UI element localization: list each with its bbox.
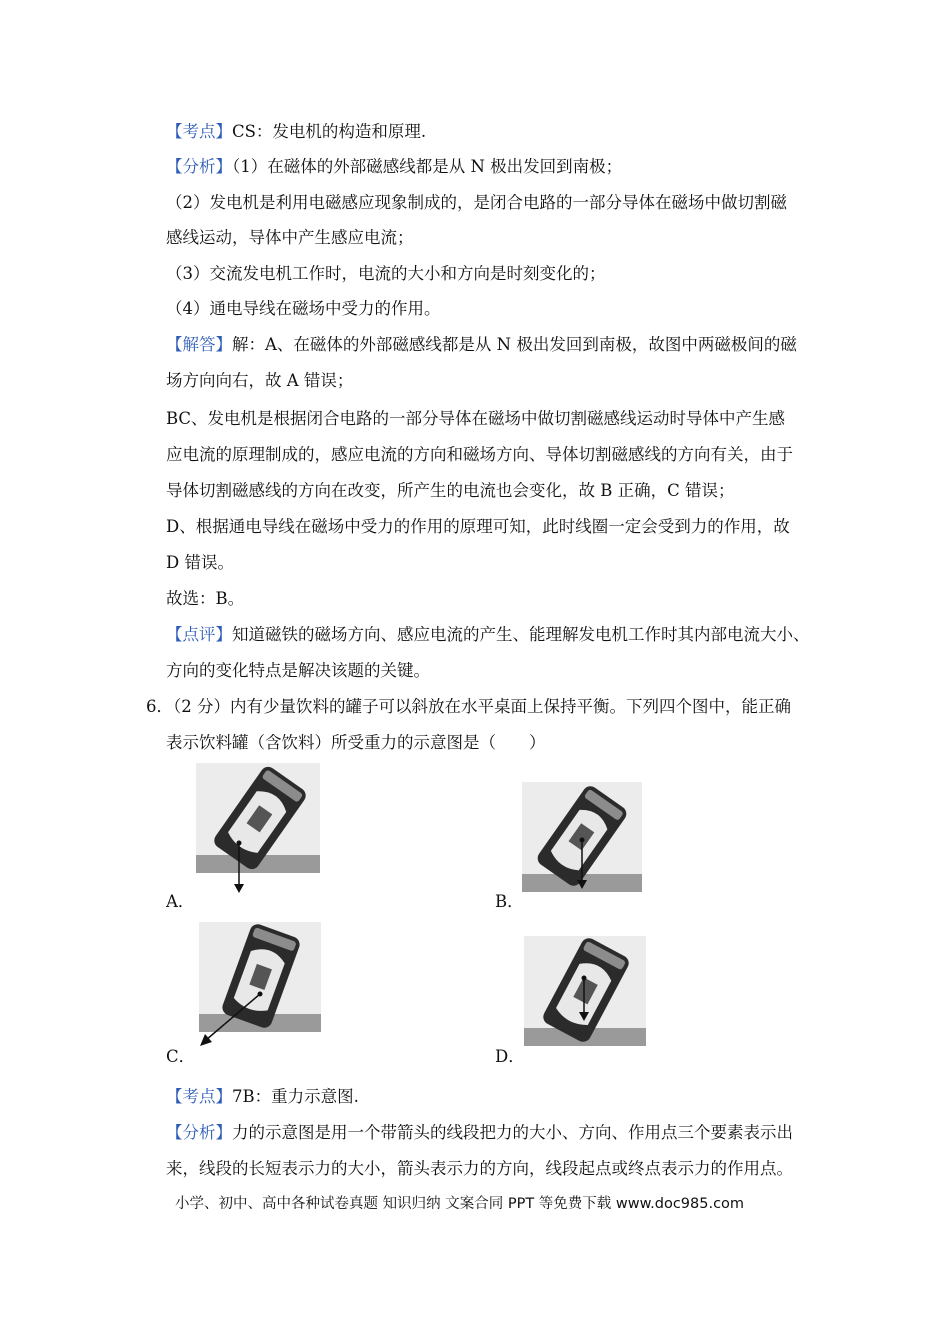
can-b-drawing xyxy=(522,782,642,892)
option-a-can-image xyxy=(196,763,320,873)
fenxi2-text: 力的示意图是用一个带箭头的线段把力的大小、方向、作用点三个要素表示出 xyxy=(232,1123,793,1142)
fenxi-tag: 【分析】 xyxy=(166,157,232,176)
option-d-label: D． xyxy=(495,1047,525,1066)
can-a-drawing xyxy=(196,763,320,873)
jieda-line-4: 应电流的原理制成的，感应电流的方向和磁场方向、导体切割磁感线的方向有关，由于 xyxy=(166,445,793,464)
question-6-line-1 xyxy=(146,693,791,717)
kaodian-tag-2: 【考点】 xyxy=(166,1087,232,1106)
kaodian-line-1 xyxy=(166,118,426,142)
kaodian-text: CS：发电机的构造和原理. xyxy=(232,122,427,141)
dianping-tag: 【点评】 xyxy=(166,625,232,644)
jieda-line-1 xyxy=(166,331,797,355)
option-a-label: A． xyxy=(166,892,195,911)
question-6-line-2: 表示饮料罐（含饮料）所受重力的示意图是（ ） xyxy=(166,733,546,752)
fenxi2-line-2: 来，线段的长短表示力的大小，箭头表示力的方向，线段起点或终点表示力的作用点。 xyxy=(166,1159,793,1178)
option-c-label: C． xyxy=(166,1047,196,1066)
jieda-tag: 【解答】 xyxy=(166,335,232,354)
jieda-line-8: 故选：B。 xyxy=(166,589,245,608)
kaodian-tag: 【考点】 xyxy=(166,122,232,141)
kaodian-text-2: 7B：重力示意图. xyxy=(232,1087,359,1106)
fenxi-line-3: 感线运动，导体中产生感应电流； xyxy=(166,228,414,247)
fenxi2-line-1 xyxy=(166,1119,793,1143)
can-d-drawing xyxy=(524,936,646,1046)
jieda-line-2: 场方向向右，故 A 错误； xyxy=(166,371,354,390)
kaodian-line-2 xyxy=(166,1083,359,1107)
jieda-line-6: D、根据通电导线在磁场中受力的作用的原理可知，此时线圈一定会受到力的作用，故 xyxy=(166,517,790,536)
jieda-line-5: 导体切割磁感线的方向在改变，所产生的电流也会变化，故 B 正确，C 错误； xyxy=(166,481,735,500)
gravity-arrow-a xyxy=(232,840,246,894)
fenxi-line-4: （3）交流发电机工作时，电流的大小和方向是时刻变化的； xyxy=(166,264,606,283)
question-number: 6． xyxy=(146,697,173,716)
dianping-line-1 xyxy=(166,621,810,645)
gravity-arrow-c xyxy=(196,990,266,1050)
footer-text: 小学、初中、高中各种试卷真题 知识归纳 文案合同 PPT 等免费下载 www.doc985.com xyxy=(175,1196,745,1212)
option-b-can-image xyxy=(522,782,642,892)
fenxi-line-1 xyxy=(166,153,622,177)
jieda-line-3: BC、发电机是根据闭合电路的一部分导体在磁场中做切割磁感线运动时导体中产生感 xyxy=(166,409,786,428)
question-text: （2 分）内有少量饮料的罐子可以斜放在水平桌面上保持平衡。下列四个图中，能正确 xyxy=(173,697,791,716)
jieda-line-7: D 错误。 xyxy=(166,553,234,572)
fenxi-text: （1）在磁体的外部磁感线都是从 N 极出发回到南极； xyxy=(232,157,623,176)
fenxi-tag-2: 【分析】 xyxy=(166,1123,232,1142)
jieda-text: 解：A、在磁体的外部磁感线都是从 N 极出发回到南极，故图中两磁极间的磁 xyxy=(232,335,797,354)
dianping-line-2: 方向的变化特点是解决该题的关键。 xyxy=(166,661,430,680)
fenxi-line-2: （2）发电机是利用电磁感应现象制成的，是闭合电路的一部分导体在磁场中做切割磁 xyxy=(166,193,787,212)
dianping-text: 知道磁铁的磁场方向、感应电流的产生、能理解发电机工作时其内部电流大小、 xyxy=(232,625,810,644)
option-d-can-image xyxy=(524,936,646,1046)
option-b-label: B． xyxy=(495,892,524,911)
fenxi-line-5: （4）通电导线在磁场中受力的作用。 xyxy=(166,299,441,318)
